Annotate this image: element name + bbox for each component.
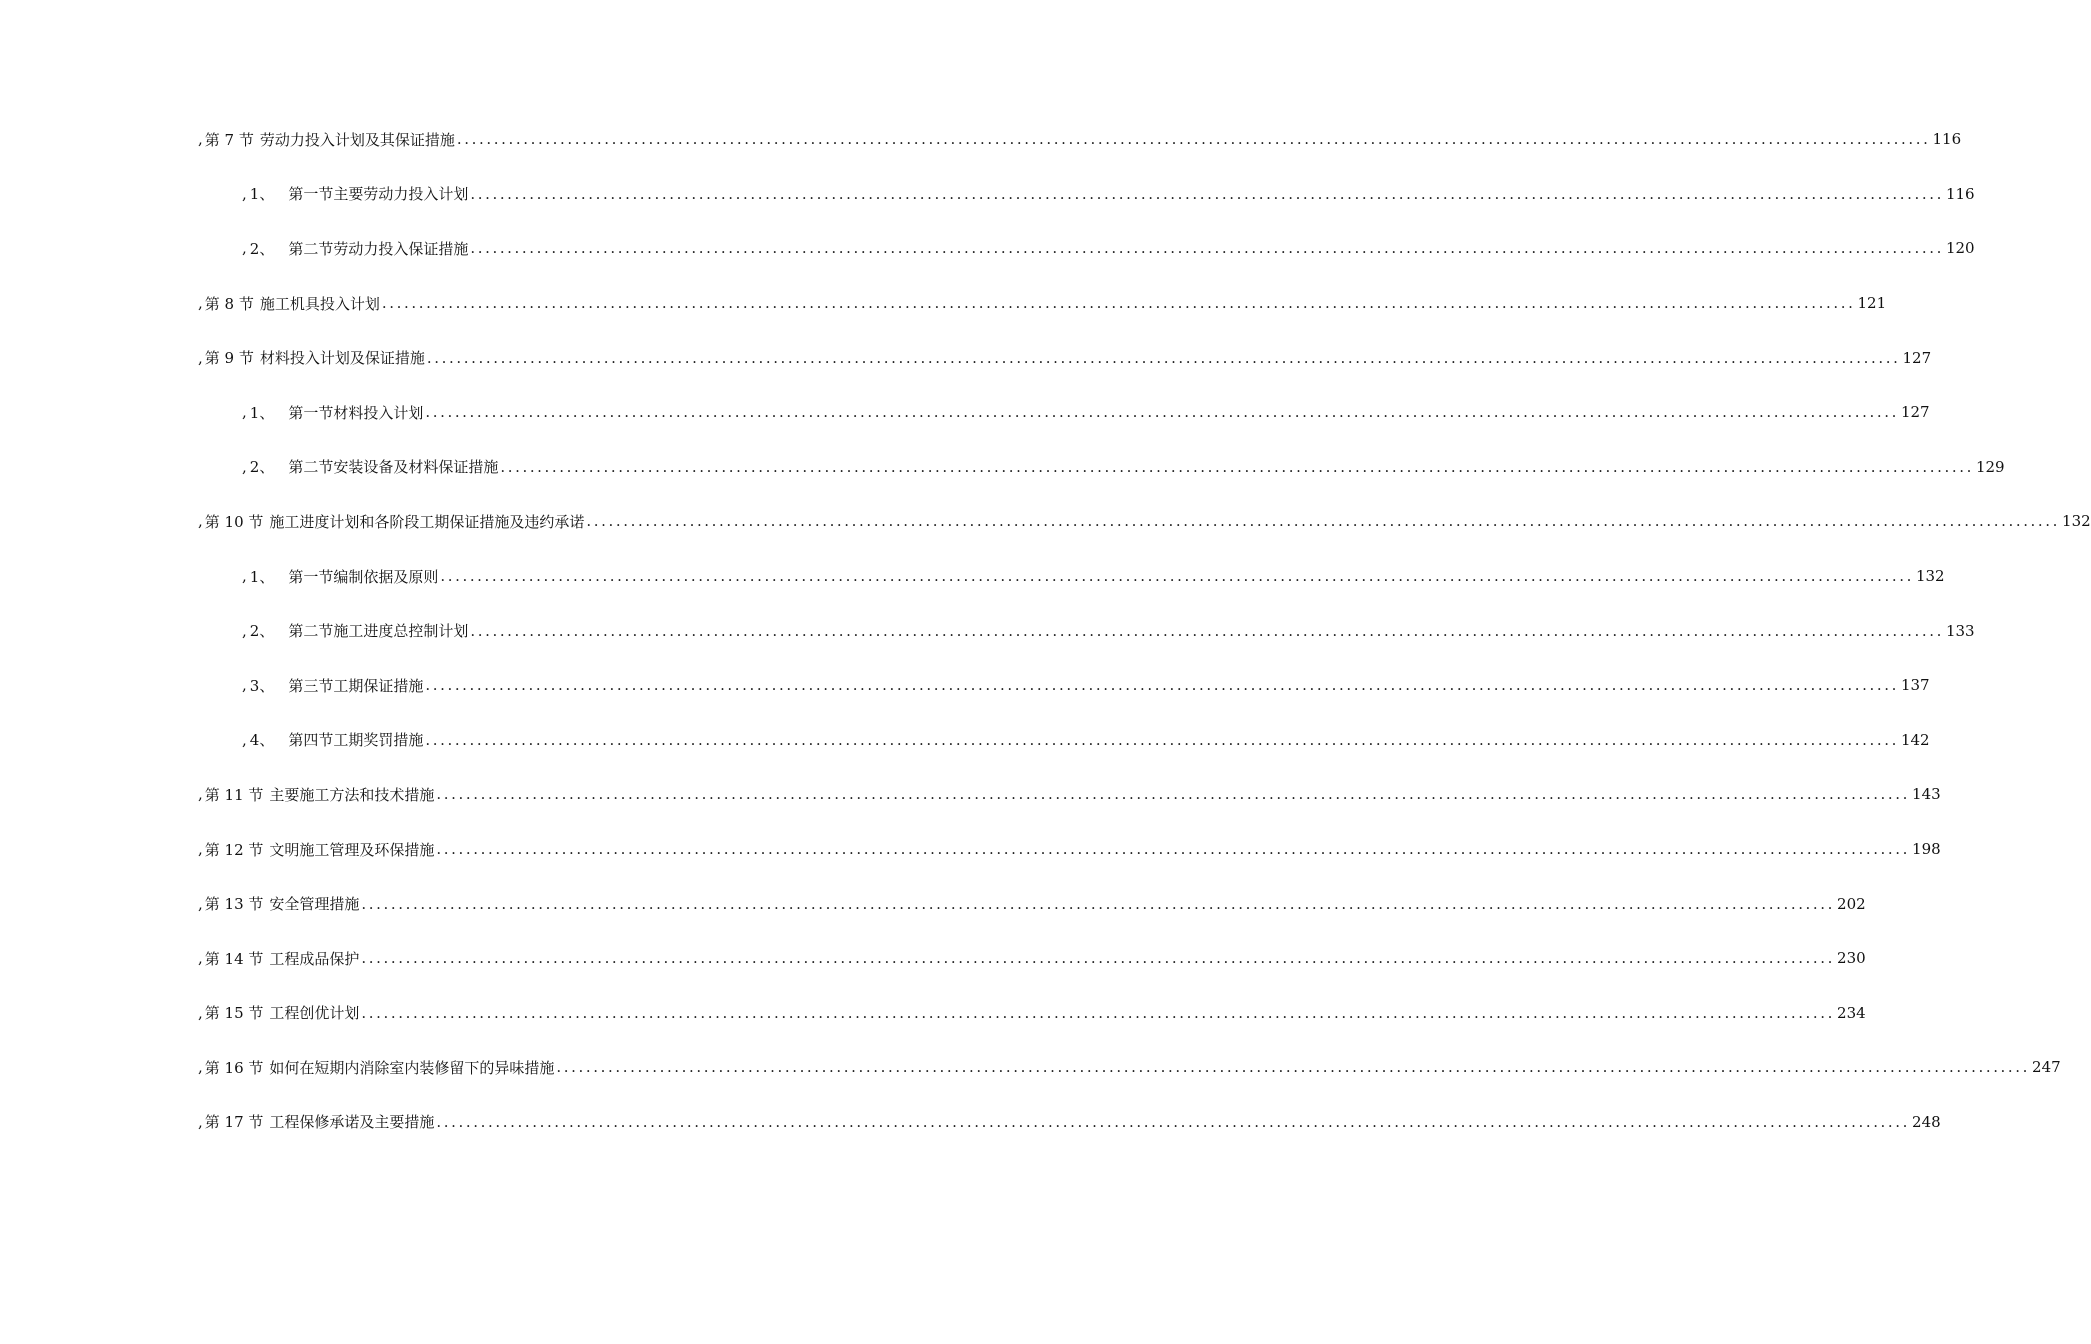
toc-entry-title: 第一节主要劳动力投入计划	[288, 185, 469, 204]
toc-entry-prefix: ,	[198, 512, 203, 531]
toc-entry-number: 第 15 节	[204, 1004, 264, 1023]
toc-chapter-entry[interactable]	[0, 822, 1941, 877]
toc-entry-prefix: ,	[198, 130, 203, 149]
toc-entry-prefix: ,	[198, 1003, 203, 1022]
toc-entry-title: 如何在短期内消除室内装修留下的异味措施	[269, 1058, 555, 1077]
toc-entry-number: 3、	[249, 676, 275, 695]
toc-entry-number: 1、	[249, 567, 275, 586]
toc-entry-title: 施工进度计划和各阶段工期保证措施及违约承诺	[269, 512, 585, 531]
toc-dot-leader: ........................................................................................................................................................................................................	[440, 567, 1914, 586]
toc-chapter-entry[interactable]	[0, 876, 1866, 931]
toc-entry-number: 2、	[249, 239, 275, 258]
toc-page-number: 132	[1915, 567, 1945, 586]
toc-dot-leader: ........................................................................................................................................................................................................	[556, 1058, 2031, 1077]
toc-dot-leader: ........................................................................................................................................................................................................	[361, 949, 1836, 968]
toc-dot-leader: ........................................................................................................................................................................................................	[500, 457, 1974, 476]
toc-page-number: 202	[1837, 894, 1866, 913]
toc-entry-title: 施工机具投入计划	[259, 294, 380, 313]
toc-entry-title: 劳动力投入计划及其保证措施	[259, 130, 455, 149]
toc-entry-number: 第 11 节	[204, 785, 264, 804]
toc-entry-number: 2、	[249, 622, 275, 641]
toc-entry-title: 材料投入计划及保证措施	[259, 349, 425, 368]
toc-dot-leader: ........................................................................................................................................................................................................	[436, 785, 1911, 804]
toc-entry-number: 第 12 节	[204, 840, 264, 859]
toc-page-number: 198	[1912, 840, 1941, 859]
toc-entry-prefix: ,	[198, 294, 203, 313]
toc-dot-leader: ........................................................................................................................................................................................................	[470, 184, 1944, 203]
toc-chapter-entry[interactable]	[0, 330, 1932, 385]
toc-section-entry[interactable]	[0, 603, 1975, 658]
toc-entry-number: 2、	[249, 458, 275, 477]
toc-entry-prefix: ,	[242, 621, 247, 640]
toc-chapter-entry[interactable]	[0, 931, 1866, 986]
toc-entry-prefix: ,	[242, 567, 247, 586]
toc-entry-title: 第二节施工进度总控制计划	[288, 622, 469, 641]
toc-dot-leader: ........................................................................................................................................................................................................	[436, 1112, 1911, 1131]
toc-entry-title: 文明施工管理及环保措施	[269, 840, 435, 859]
toc-dot-leader: ........................................................................................................................................................................................................	[436, 840, 1911, 859]
toc-entry-title: 工程成品保护	[269, 949, 360, 968]
toc-entry-number: 第 8 节	[204, 294, 254, 313]
toc-entry-number: 第 9 节	[204, 349, 254, 368]
toc-entry-prefix: ,	[198, 894, 203, 913]
toc-dot-leader: ........................................................................................................................................................................................................	[470, 621, 1944, 640]
toc-entry-prefix: ,	[242, 676, 247, 695]
toc-entry-number: 1、	[249, 185, 275, 204]
toc-chapter-entry[interactable]	[0, 112, 1962, 167]
toc-dot-leader: ........................................................................................................................................................................................................	[425, 676, 1899, 695]
toc-chapter-entry[interactable]	[0, 986, 1866, 1041]
toc-entry-title: 主要施工方法和技术措施	[269, 785, 435, 804]
toc-page-number: 127	[1900, 403, 1930, 422]
toc-entry-prefix: ,	[242, 403, 247, 422]
toc-section-entry[interactable]	[0, 440, 2005, 495]
toc-page-number: 129	[1975, 457, 2005, 476]
toc-page-number: 142	[1900, 730, 1930, 749]
toc-entry-prefix: ,	[198, 949, 203, 968]
toc-entry-number: 第 7 节	[204, 130, 254, 149]
toc-entry-title: 第二节劳动力投入保证措施	[288, 239, 469, 258]
toc-page-number: 132	[2062, 512, 2091, 531]
toc-dot-leader: ........................................................................................................................................................................................................	[456, 130, 1931, 149]
toc-entry-title: 工程保修承诺及主要措施	[269, 1113, 435, 1132]
toc-chapter-entry[interactable]	[0, 767, 1941, 822]
toc-entry-number: 第 16 节	[204, 1058, 264, 1077]
toc-entry-prefix: ,	[242, 239, 247, 258]
toc-section-entry[interactable]	[0, 549, 1945, 604]
toc-dot-leader: ........................................................................................................................................................................................................	[381, 294, 1856, 313]
toc-entry-prefix: ,	[242, 457, 247, 476]
toc-section-entry[interactable]	[0, 167, 1975, 222]
toc-dot-leader: ........................................................................................................................................................................................................	[470, 239, 1944, 258]
toc-page-number: 127	[1902, 348, 1932, 367]
table-of-contents	[0, 112, 2091, 1149]
toc-dot-leader: ........................................................................................................................................................................................................	[586, 512, 2061, 531]
toc-entry-number: 第 13 节	[204, 895, 264, 914]
toc-dot-leader: ........................................................................................................................................................................................................	[426, 348, 1901, 367]
toc-page-number: 120	[1945, 239, 1975, 258]
toc-entry-prefix: ,	[198, 840, 203, 859]
toc-entry-number: 第 17 节	[204, 1113, 264, 1132]
toc-page-number: 143	[1912, 785, 1941, 804]
toc-dot-leader: ........................................................................................................................................................................................................	[361, 1003, 1836, 1022]
toc-page-number: 121	[1857, 294, 1887, 313]
toc-entry-prefix: ,	[198, 1112, 203, 1131]
toc-chapter-entry[interactable]	[0, 276, 1887, 331]
toc-dot-leader: ........................................................................................................................................................................................................	[425, 730, 1899, 749]
toc-entry-number: 第 10 节	[204, 512, 264, 531]
toc-page-number: 248	[1912, 1112, 1941, 1131]
toc-entry-prefix: ,	[198, 1058, 203, 1077]
toc-page-number: 247	[2032, 1058, 2061, 1077]
toc-section-entry[interactable]	[0, 385, 1930, 440]
toc-entry-number: 1、	[249, 403, 275, 422]
toc-page-number: 137	[1900, 676, 1930, 695]
toc-page-number: 116	[1932, 130, 1962, 149]
toc-entry-title: 第三节工期保证措施	[288, 676, 424, 695]
toc-page-number: 133	[1945, 621, 1975, 640]
toc-entry-prefix: ,	[242, 730, 247, 749]
toc-entry-number: 第 14 节	[204, 949, 264, 968]
toc-page-number: 230	[1837, 949, 1866, 968]
toc-section-entry[interactable]	[0, 221, 1975, 276]
toc-chapter-entry[interactable]	[0, 494, 2091, 549]
toc-entry-prefix: ,	[198, 785, 203, 804]
toc-chapter-entry[interactable]	[0, 1040, 2061, 1095]
toc-page-number: 234	[1837, 1003, 1866, 1022]
toc-section-entry[interactable]	[0, 658, 1930, 713]
toc-entry-title: 第一节材料投入计划	[288, 403, 424, 422]
toc-entry-title: 工程创优计划	[269, 1004, 360, 1023]
toc-entry-number: 4、	[249, 731, 275, 750]
toc-section-entry[interactable]	[0, 713, 1930, 768]
toc-entry-title: 安全管理措施	[269, 895, 360, 914]
toc-entry-prefix: ,	[198, 348, 203, 367]
toc-entry-prefix: ,	[242, 184, 247, 203]
toc-entry-title: 第二节安装设备及材料保证措施	[288, 458, 499, 477]
toc-dot-leader: ........................................................................................................................................................................................................	[425, 403, 1899, 422]
toc-entry-title: 第四节工期奖罚措施	[288, 731, 424, 750]
toc-dot-leader: ........................................................................................................................................................................................................	[361, 894, 1836, 913]
toc-entry-title: 第一节编制依据及原则	[288, 567, 439, 586]
toc-chapter-entry[interactable]	[0, 1095, 1941, 1150]
toc-page-number: 116	[1945, 184, 1975, 203]
